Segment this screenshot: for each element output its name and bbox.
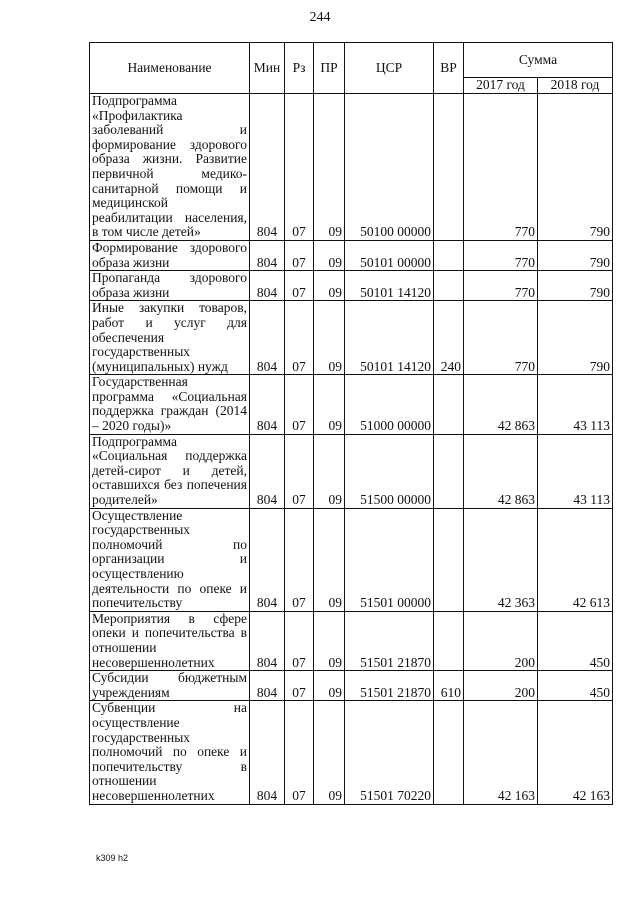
cell-name: Иные закупки товаров, работ и услуг для обеспечения государственных (муниципальных) нужд bbox=[90, 301, 250, 375]
header-vr: ВР bbox=[434, 43, 464, 94]
cell-vr bbox=[434, 375, 464, 434]
cell-y2018: 43 113 bbox=[538, 375, 613, 434]
table-header bbox=[90, 43, 613, 94]
cell-min: 804 bbox=[250, 375, 285, 434]
footer-code: k309 h2 bbox=[96, 853, 129, 863]
cell-rz: 07 bbox=[285, 240, 314, 270]
cell-csr: 51501 70220 bbox=[345, 701, 434, 804]
table-row bbox=[90, 701, 613, 804]
cell-pr: 09 bbox=[314, 701, 345, 804]
page-number: 244 bbox=[309, 10, 331, 25]
cell-y2018: 790 bbox=[538, 301, 613, 375]
cell-name: Субсидии бюджетным учреждениям bbox=[90, 671, 250, 701]
cell-y2018: 790 bbox=[538, 271, 613, 301]
table-row bbox=[90, 611, 613, 670]
cell-y2017: 42 863 bbox=[464, 434, 538, 508]
cell-min: 804 bbox=[250, 240, 285, 270]
cell-y2017: 42 863 bbox=[464, 375, 538, 434]
cell-vr bbox=[434, 434, 464, 508]
cell-rz: 07 bbox=[285, 375, 314, 434]
cell-min: 804 bbox=[250, 508, 285, 611]
cell-min: 804 bbox=[250, 671, 285, 701]
table-body bbox=[90, 94, 613, 805]
cell-name: Пропаганда здорового образа жизни bbox=[90, 271, 250, 301]
header-rz: Рз bbox=[285, 43, 314, 94]
cell-vr bbox=[434, 240, 464, 270]
cell-y2017: 42 163 bbox=[464, 701, 538, 804]
cell-y2017: 200 bbox=[464, 611, 538, 670]
cell-y2017: 770 bbox=[464, 301, 538, 375]
header-csr: ЦСР bbox=[345, 43, 434, 94]
cell-csr: 50101 00000 bbox=[345, 240, 434, 270]
cell-min: 804 bbox=[250, 94, 285, 241]
cell-csr: 50101 14120 bbox=[345, 271, 434, 301]
budget-table bbox=[89, 42, 613, 805]
cell-y2017: 770 bbox=[464, 94, 538, 241]
cell-vr bbox=[434, 701, 464, 804]
cell-pr: 09 bbox=[314, 271, 345, 301]
table-row bbox=[90, 671, 613, 701]
cell-name: Подпрограмма «Социальная поддержка детей-сирот и детей, оставшихся без попечения родителей» bbox=[90, 434, 250, 508]
header-year-2018: 2018 год bbox=[538, 78, 613, 94]
cell-rz: 07 bbox=[285, 508, 314, 611]
cell-csr: 50100 00000 bbox=[345, 94, 434, 241]
cell-csr: 51500 00000 bbox=[345, 434, 434, 508]
cell-y2018: 42 613 bbox=[538, 508, 613, 611]
cell-vr bbox=[434, 271, 464, 301]
cell-min: 804 bbox=[250, 611, 285, 670]
cell-rz: 07 bbox=[285, 434, 314, 508]
cell-min: 804 bbox=[250, 701, 285, 804]
cell-name: Формирование здорового образа жизни bbox=[90, 240, 250, 270]
cell-vr bbox=[434, 94, 464, 241]
header-name: Наименование bbox=[90, 43, 250, 94]
cell-min: 804 bbox=[250, 434, 285, 508]
table-row bbox=[90, 375, 613, 434]
header-year-2017: 2017 год bbox=[464, 78, 538, 94]
cell-min: 804 bbox=[250, 271, 285, 301]
cell-pr: 09 bbox=[314, 508, 345, 611]
table-row bbox=[90, 94, 613, 241]
cell-y2017: 200 bbox=[464, 671, 538, 701]
cell-pr: 09 bbox=[314, 375, 345, 434]
cell-csr: 51501 00000 bbox=[345, 508, 434, 611]
header-pr: ПР bbox=[314, 43, 345, 94]
cell-pr: 09 bbox=[314, 240, 345, 270]
cell-name: Субвенции на осуществление государственных полномочий по опеке и попечительству в отношении несовершеннолетних bbox=[90, 701, 250, 804]
cell-name: Государственная программа «Социальная поддержка граждан (2014 – 2020 годы)» bbox=[90, 375, 250, 434]
table-row bbox=[90, 301, 613, 375]
table-row bbox=[90, 508, 613, 611]
cell-rz: 07 bbox=[285, 94, 314, 241]
cell-name: Мероприятия в сфере опеки и попечительства в отношении несовершеннолетних bbox=[90, 611, 250, 670]
table-row bbox=[90, 271, 613, 301]
cell-pr: 09 bbox=[314, 434, 345, 508]
cell-y2018: 790 bbox=[538, 240, 613, 270]
cell-y2018: 450 bbox=[538, 611, 613, 670]
cell-csr: 51501 21870 bbox=[345, 611, 434, 670]
cell-min: 804 bbox=[250, 301, 285, 375]
cell-csr: 50101 14120 bbox=[345, 301, 434, 375]
cell-rz: 07 bbox=[285, 271, 314, 301]
cell-csr: 51000 00000 bbox=[345, 375, 434, 434]
cell-name: Осуществление государственных полномочий по организации и осуществлению деятельности по опеке и попечительству bbox=[90, 508, 250, 611]
cell-y2017: 770 bbox=[464, 240, 538, 270]
table-row bbox=[90, 240, 613, 270]
cell-y2018: 42 163 bbox=[538, 701, 613, 804]
cell-vr bbox=[434, 508, 464, 611]
cell-vr: 610 bbox=[434, 671, 464, 701]
cell-pr: 09 bbox=[314, 94, 345, 241]
cell-y2017: 770 bbox=[464, 271, 538, 301]
header-sum: Сумма bbox=[464, 43, 613, 78]
cell-y2018: 790 bbox=[538, 94, 613, 241]
table-row bbox=[90, 434, 613, 508]
cell-rz: 07 bbox=[285, 611, 314, 670]
cell-pr: 09 bbox=[314, 611, 345, 670]
cell-vr bbox=[434, 611, 464, 670]
cell-pr: 09 bbox=[314, 301, 345, 375]
header-min: Мин bbox=[250, 43, 285, 94]
cell-rz: 07 bbox=[285, 701, 314, 804]
cell-name: Подпрограмма «Профилактика заболеваний и формирование здорового образа жизни. Развитие первичной медико-санитарной помощи и медицинской реабилитации населения, в том числе детей» bbox=[90, 94, 250, 241]
cell-vr: 240 bbox=[434, 301, 464, 375]
cell-y2018: 43 113 bbox=[538, 434, 613, 508]
cell-csr: 51501 21870 bbox=[345, 671, 434, 701]
cell-pr: 09 bbox=[314, 671, 345, 701]
cell-y2018: 450 bbox=[538, 671, 613, 701]
cell-rz: 07 bbox=[285, 671, 314, 701]
cell-rz: 07 bbox=[285, 301, 314, 375]
cell-y2017: 42 363 bbox=[464, 508, 538, 611]
